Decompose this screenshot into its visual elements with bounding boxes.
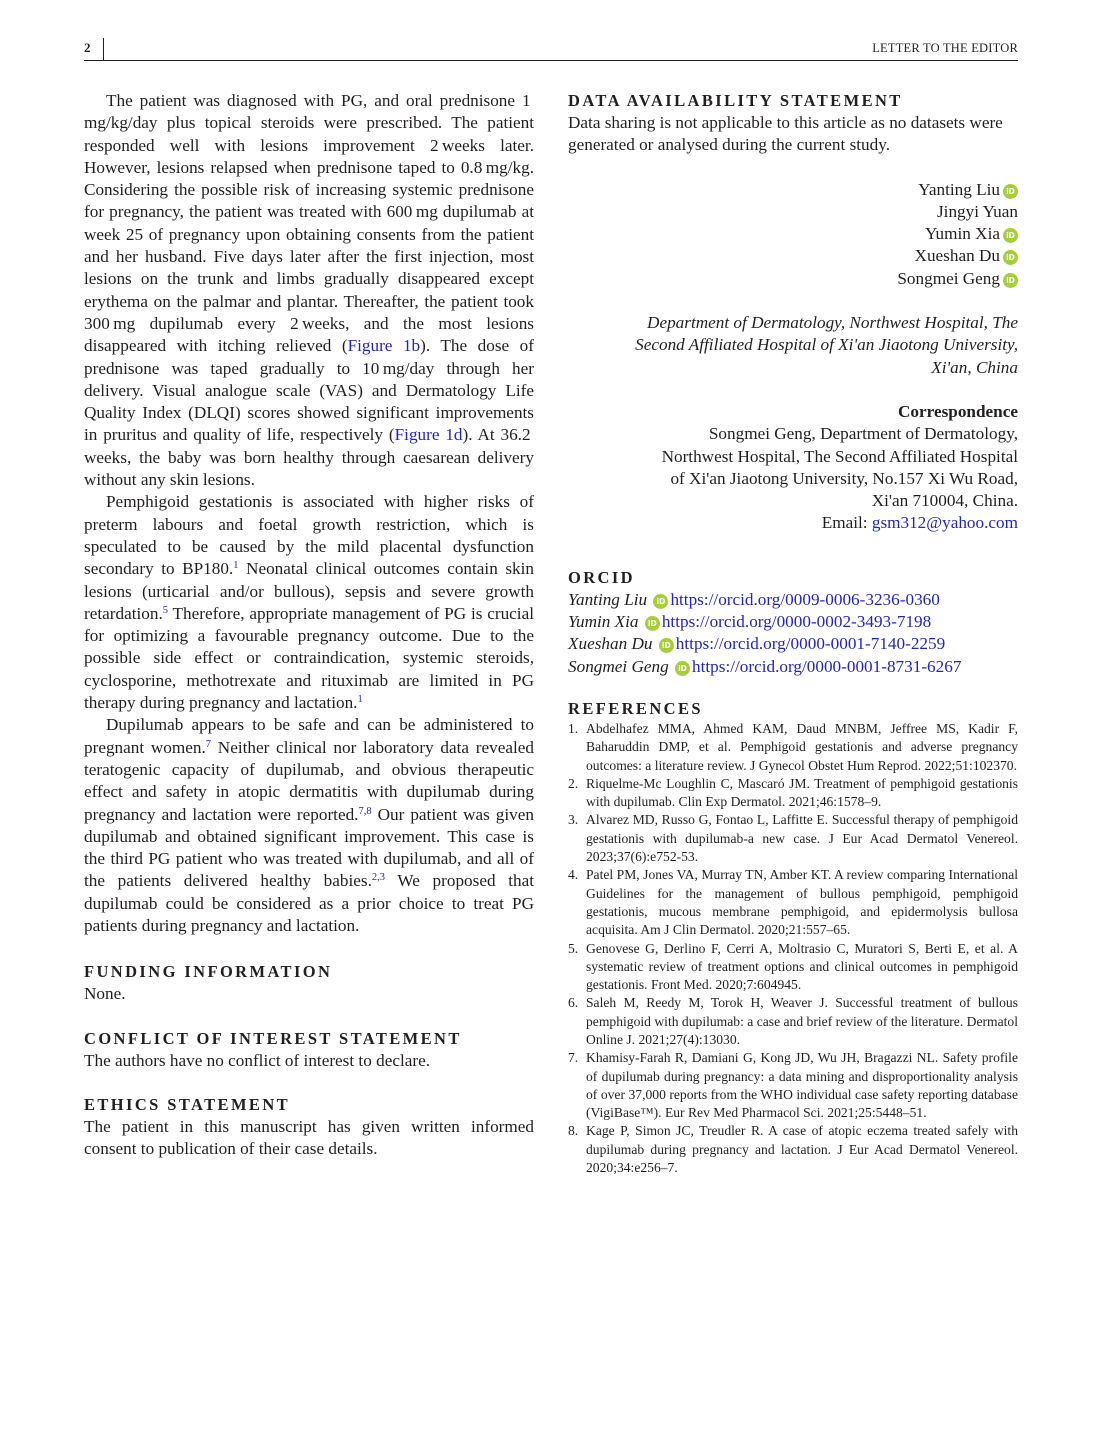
text-run: Dupilumab appears to be safe and can be administered to pregnant women. (84, 715, 534, 757)
citation-link[interactable]: 2,3 (371, 872, 386, 884)
text-run: The patient was diagnosed with PG, and oral prednisone 1 mg/kg/day plus topical steroids were prescribed. The patient responded well with lesions improvement 2 weeks later. However, lesions relapsed when prednisone taped to 0.8 mg/kg. Considering the possible risk of increasing systemic prednisone for pregnancy, the patient was treated with 600 mg dupilumab at week 25 of pregnancy upon obtaining consents from the patient and her husband. Five days later after the first injection, most lesions on the trunk and limbs gradually disappeared except erythema on the palmar and plantar. Thereafter, the patient took 300 mg dupilumab every 2 weeks, and the most lesions disappeared with itching relieved ( (84, 91, 534, 356)
reference-number: 3. (568, 812, 579, 828)
citation-link[interactable]: 7 (205, 738, 212, 750)
correspondence-line: Northwest Hospital, The Second Affiliated Hospital (661, 446, 1018, 466)
text-run: ). At 36.2 weeks, the baby was born healthy through caesarean delivery without any skin lesions. (84, 425, 535, 490)
orcid-entry (568, 633, 1018, 655)
reference-list (568, 720, 1018, 1177)
reference-item (568, 775, 1018, 812)
author-name: Yumin Xia (925, 224, 1000, 244)
orcid-icon: iD (645, 616, 660, 631)
orcid-icon[interactable]: iD (1003, 184, 1018, 199)
author-entry (568, 179, 1018, 201)
running-head: LETTER TO THE EDITOR (872, 41, 1018, 55)
body-paragraph-pg-risks (84, 491, 534, 714)
header-separator (103, 38, 104, 60)
reference-item (568, 1122, 1018, 1177)
data-availability-text: Data sharing is not applicable to this article as no datasets were generated or analysed during the current study. (568, 113, 1003, 155)
conflict-heading: CONFLICT OF INTEREST STATEMENT (84, 1028, 462, 1048)
orcid-icon[interactable]: iD (1003, 273, 1018, 288)
reference-text: Khamisy-Farah R, Damiani G, Kong JD, Wu JH, Bragazzi NL. Safety profile of dupilumab during pregnancy: a data mining and disproportionality analysis of over 37,000 reports from the WHO individual case safety reporting database (VigiBase™). Eur Rev Med Pharmacol Sci. 2021;25:5448–51. (586, 1050, 1018, 1121)
page-number: 2 (84, 40, 91, 55)
reference-item (568, 1049, 1018, 1122)
affiliation-line: Second Affiliated Hospital of Xi'an Jiaotong University, (635, 335, 1018, 355)
orcid-entry (568, 589, 1018, 611)
data-availability-heading: DATA AVAILABILITY STATEMENT (568, 91, 903, 110)
ethics-heading: ETHICS STATEMENT (84, 1094, 291, 1114)
orcid-author-name: Songmei Geng (568, 656, 669, 676)
reference-text: Kage P, Simon JC, Treudler R. A case of atopic eczema treated safely with dupilumab during pregnancy and lactation. J Eur Acad Dermatol Venereol. 2020;34:e256–7. (586, 1123, 1018, 1176)
orcid-url-link[interactable]: https://orcid.org/0000-0001-8731-6267 (692, 656, 962, 676)
text-run: Our patient was given dupilumab and obtained significant improvement. This case is the third PG patient who was treated with dupilumab, and all of the patients delivered healthy babies. (84, 804, 534, 891)
text-run: Neither clinical nor laboratory data revealed teratogenic capacity of dupilumab, and obvious therapeutic effect and safety in atopic dermatitis with dupilumab during pregnancy and lactation were reported. (84, 737, 534, 824)
reference-text: Abdelhafez MMA, Ahmed KAM, Daud MNBM, Jeffree MS, Kadir F, Baharuddin DMP, et al. Pemphigoid gestationis and adverse pregnancy outcomes: a literature review. J Gynecol Obstet Hum Reprod. 2022;51:102370. (586, 720, 1018, 773)
ethics-text: The patient in this manuscript has given written informed consent to publication of their case details. (84, 1116, 534, 1159)
body-paragraph-dupilumab (84, 714, 534, 937)
correspondence-email-line (568, 512, 1018, 534)
text-run: Neonatal clinical outcomes contain skin lesions (urticarial and/or bullous), sepsis and severe growth retardation. (84, 559, 534, 623)
text-run: ). The dose of prednisone was taped gradually to 10 mg/day through her delivery. Visual analogue scale (VAS) and Dermatology Life Quality Index (DLQI) scores showed significant improvements in pruritus and quality of life, respectively ( (84, 336, 534, 445)
orcid-url-link[interactable]: https://orcid.org/0009-0006-3236-0360 (670, 589, 940, 609)
reference-text: Alvarez MD, Russo G, Fontao L, Laffitte E. Successful therapy of pemphigoid gestationis with dupilumab-a new case. J Eur Acad Dermatol Venereol. 2023;37(6):e752-53. (586, 812, 1018, 865)
reference-item (568, 866, 1018, 939)
orcid-icon: iD (659, 638, 674, 653)
correspondence-line: Xi'an 710004, China. (871, 491, 1018, 511)
author-entry (568, 245, 1018, 267)
orcid-url-link[interactable]: https://orcid.org/0000-0002-3493-7198 (661, 612, 932, 632)
orcid-entry (568, 611, 1018, 633)
citation-link[interactable]: 7,8 (358, 805, 372, 817)
author-name: Songmei Geng (897, 268, 1000, 288)
reference-text: Riquelme-Mc Loughlin C, Mascaró JM. Treatment of pemphigoid gestationis with dupilumab. Clin Exp Dermatol. 2021;46:1578–9. (586, 775, 1018, 810)
orcid-icon: iD (675, 661, 690, 676)
orcid-heading: ORCID (568, 567, 636, 587)
reference-number: 7. (568, 1050, 579, 1066)
citation-link[interactable]: 1 (233, 560, 239, 572)
correspondence-title: Correspondence (898, 401, 1018, 421)
text-run: Therefore, appropriate management of PG is crucial for optimizing a favourable pregnancy outcome. Due to the possible side effect or contraindication, systemic steroids, cyclosporine, methotrexate and rituximab are limited in PG therapy during pregnancy and lactation. (84, 603, 534, 713)
orcid-icon: iD (653, 594, 668, 609)
reference-text: Patel PM, Jones VA, Murray TN, Amber KT. A review comparing International Guidelines for the management of bullous pemphigoid, pemphigoid gestationis, mucous membrane pemphigoid, and epidermolysis bullosa acquisita. Am J Clin Dermatol. 2020;21:557–65. (586, 867, 1018, 938)
affiliation-line: Department of Dermatology, Northwest Hospital, The (647, 313, 1018, 333)
orcid-author-name: Xueshan Du (568, 634, 653, 654)
email-label: Email: (821, 513, 872, 533)
reference-text: Saleh M, Reedy M, Torok H, Weaver J. Successful treatment of bullous pemphigoid with dupilumab: a case and brief review of the literature. Dermatol Online J. 2021;27(4):13030. (586, 995, 1018, 1047)
reference-text: Genovese G, Derlino F, Cerri A, Moltrasio C, Muratori S, Berti E, et al. A systematic review of treatment options and clinical outcomes in pemphigoid gestationis. Front Med. 2020;7:604945. (586, 940, 1018, 993)
figure-1b-link[interactable]: Figure 1b (347, 336, 421, 356)
body-paragraph-case (84, 90, 534, 491)
reference-number: 8. (568, 1123, 579, 1139)
author-name: Jingyi Yuan (936, 201, 1018, 221)
author-entry (568, 268, 1018, 290)
reference-item (568, 940, 1018, 995)
reference-item (568, 720, 1018, 775)
author-entry (568, 201, 1018, 223)
text-run: We proposed that dupilumab could be considered as a prior choice to treat PG patients during pregnancy and lactation. (84, 871, 534, 935)
citation-link[interactable]: 1 (357, 694, 363, 706)
orcid-author-name: Yanting Liu (568, 589, 648, 609)
funding-heading: FUNDING INFORMATION (84, 962, 333, 982)
left-column (84, 90, 534, 1160)
funding-text: None. (84, 984, 126, 1004)
author-entry (568, 223, 1018, 245)
page-header (84, 38, 1018, 61)
reference-number: 5. (568, 940, 579, 956)
affiliation (568, 312, 1018, 379)
correspondence-line: Songmei Geng, Department of Dermatology, (708, 424, 1018, 444)
reference-item (568, 811, 1018, 866)
author-name: Yanting Liu (918, 179, 1000, 199)
text-run: Pemphigoid gestationis is associated with higher risks of preterm labours and foetal growth restriction, which is speculated to be caused by the mild placental dysfunction secondary to BP180. (84, 492, 534, 579)
correspondence-line: of Xi'an Jiaotong University, No.157 Xi Wu Road, (670, 468, 1018, 488)
author-list (568, 179, 1018, 290)
reference-number: 1. (568, 720, 579, 736)
citation-link[interactable]: 5 (162, 604, 168, 616)
orcid-author-name: Yumin Xia (568, 612, 639, 632)
author-name: Xueshan Du (914, 246, 1000, 266)
reference-item (568, 994, 1018, 1049)
figure-1d-link[interactable]: Figure 1d (394, 425, 463, 445)
affiliation-line: Xi'an, China (931, 357, 1018, 377)
conflict-text: The authors have no conflict of interest to declare. (84, 1050, 430, 1070)
right-column (568, 90, 1018, 1177)
email-link[interactable]: gsm312@yahoo.com (871, 513, 1018, 533)
reference-number: 6. (568, 995, 579, 1011)
references-heading: REFERENCES (568, 698, 703, 718)
reference-number: 4. (568, 867, 579, 883)
orcid-icon[interactable]: iD (1003, 250, 1018, 265)
reference-number: 2. (568, 775, 579, 791)
correspondence (568, 401, 1018, 535)
orcid-list (568, 589, 1018, 678)
orcid-url-link[interactable]: https://orcid.org/0000-0001-7140-2259 (675, 634, 946, 654)
orcid-entry (568, 656, 1018, 678)
orcid-icon[interactable]: iD (1003, 228, 1018, 243)
